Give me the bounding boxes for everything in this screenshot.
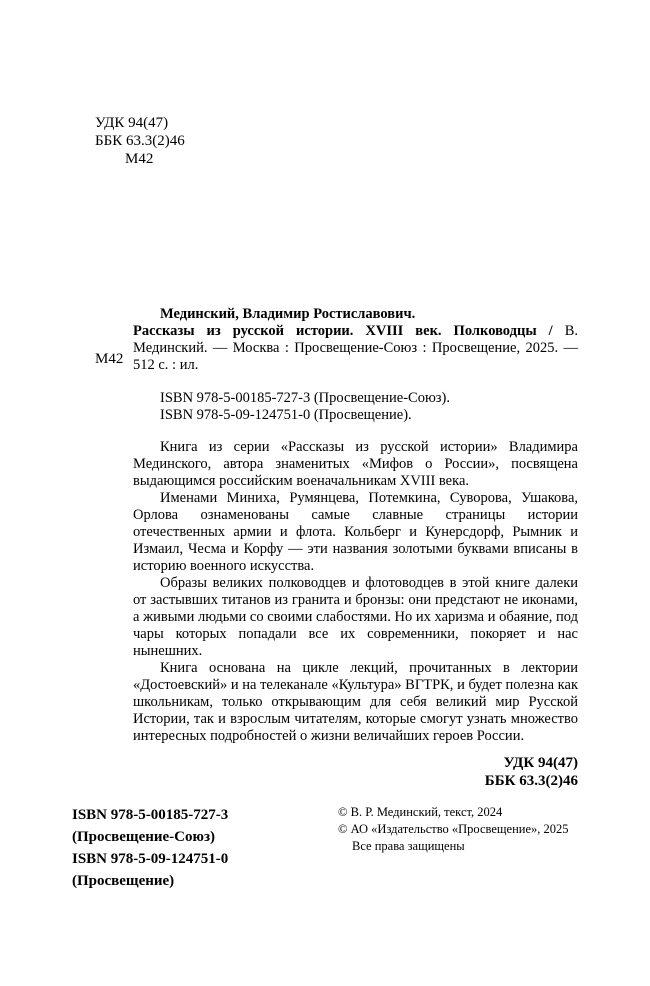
footer-isbn-block <box>72 804 228 892</box>
bib-author: Мединский, Владимир Ростиславович. <box>160 306 416 322</box>
copyright-line: © В. Р. Мединский, текст, 2024 <box>338 805 503 819</box>
footer-udk-code: УДК 94(47) <box>503 755 578 771</box>
bib-title: Рассказы из русской истории. XVIII век. Полководцы / <box>133 323 553 339</box>
isbn-note-line: ISBN 978-5-00185-727-3 (Просвещение-Союз). <box>160 390 450 406</box>
footer-isbn-line: (Просвещение-Союз) <box>72 829 215 845</box>
copyright-line: Все права защищены <box>352 839 465 853</box>
annotation-paragraph: Образы великих полководцев и флотоводцев в этой книге далеки от застывших титанов из гранита и бронзы: они предстают не иконами, а живыми людьми со своими слабостями. Но их харизма и обаяние, под чары которых попадали все их современники, покоряет и нас нынешних. <box>133 575 578 659</box>
annotation-paragraph: Книга из серии «Рассказы из русской истории» Владимира Мединского, автора знаменитых «Мифов о России», посвящена выдающимся российским военачальникам XVIII века. <box>133 439 578 489</box>
copyright-line: © АО «Издательство «Просвещение», 2025 <box>338 822 569 836</box>
footer-isbn-line: (Просвещение) <box>72 873 175 889</box>
bib-description: В. Мединский. — Москва : Просвещение-Союз : Просвещение, 2025. — 512 с. : ил. <box>133 323 579 373</box>
isbn-note-line: ISBN 978-5-09-124751-0 (Просвещение). <box>160 407 412 423</box>
footer-bbk-code: ББК 63.3(2)46 <box>484 773 578 789</box>
annotation-paragraph: Книга основана на цикле лекций, прочитанных в лектории «Достоевский» и на телеканале «Культура» ВГТРК, и будет полезна как школьникам, только открывающим для себя великий мир Русской Истории, так и взрослым читателям, которые смогут узнать множество интересных подробностей о жизни величайших героев России. <box>133 660 578 744</box>
annotation-block <box>133 439 578 745</box>
main-text-column <box>133 306 578 790</box>
isbn-note-block <box>133 390 578 424</box>
author-sign-code: М42 <box>125 151 154 167</box>
classification-block <box>95 114 185 168</box>
copyright-block <box>338 804 569 855</box>
udk-code: УДК 94(47) <box>95 115 169 131</box>
footer-classification-block <box>133 754 578 790</box>
footer-isbn-line: ISBN 978-5-00185-727-3 <box>72 807 229 823</box>
footer-isbn-line: ISBN 978-5-09-124751-0 <box>72 851 229 867</box>
margin-author-sign: М42 <box>95 351 124 367</box>
bbk-code: ББК 63.3(2)46 <box>95 133 185 149</box>
annotation-paragraph: Именами Миниха, Румянцева, Потемкина, Суворова, Ушакова, Орлова ознаменованы самые славные страницы истории отечественных армии и флота. Кольберг и Кунерсдорф, Рымник и Измаил, Чесма и Корфу — эти названия золотыми буквами вписаны в историю военного искусства. <box>133 490 578 574</box>
bibliographic-entry <box>133 306 578 374</box>
